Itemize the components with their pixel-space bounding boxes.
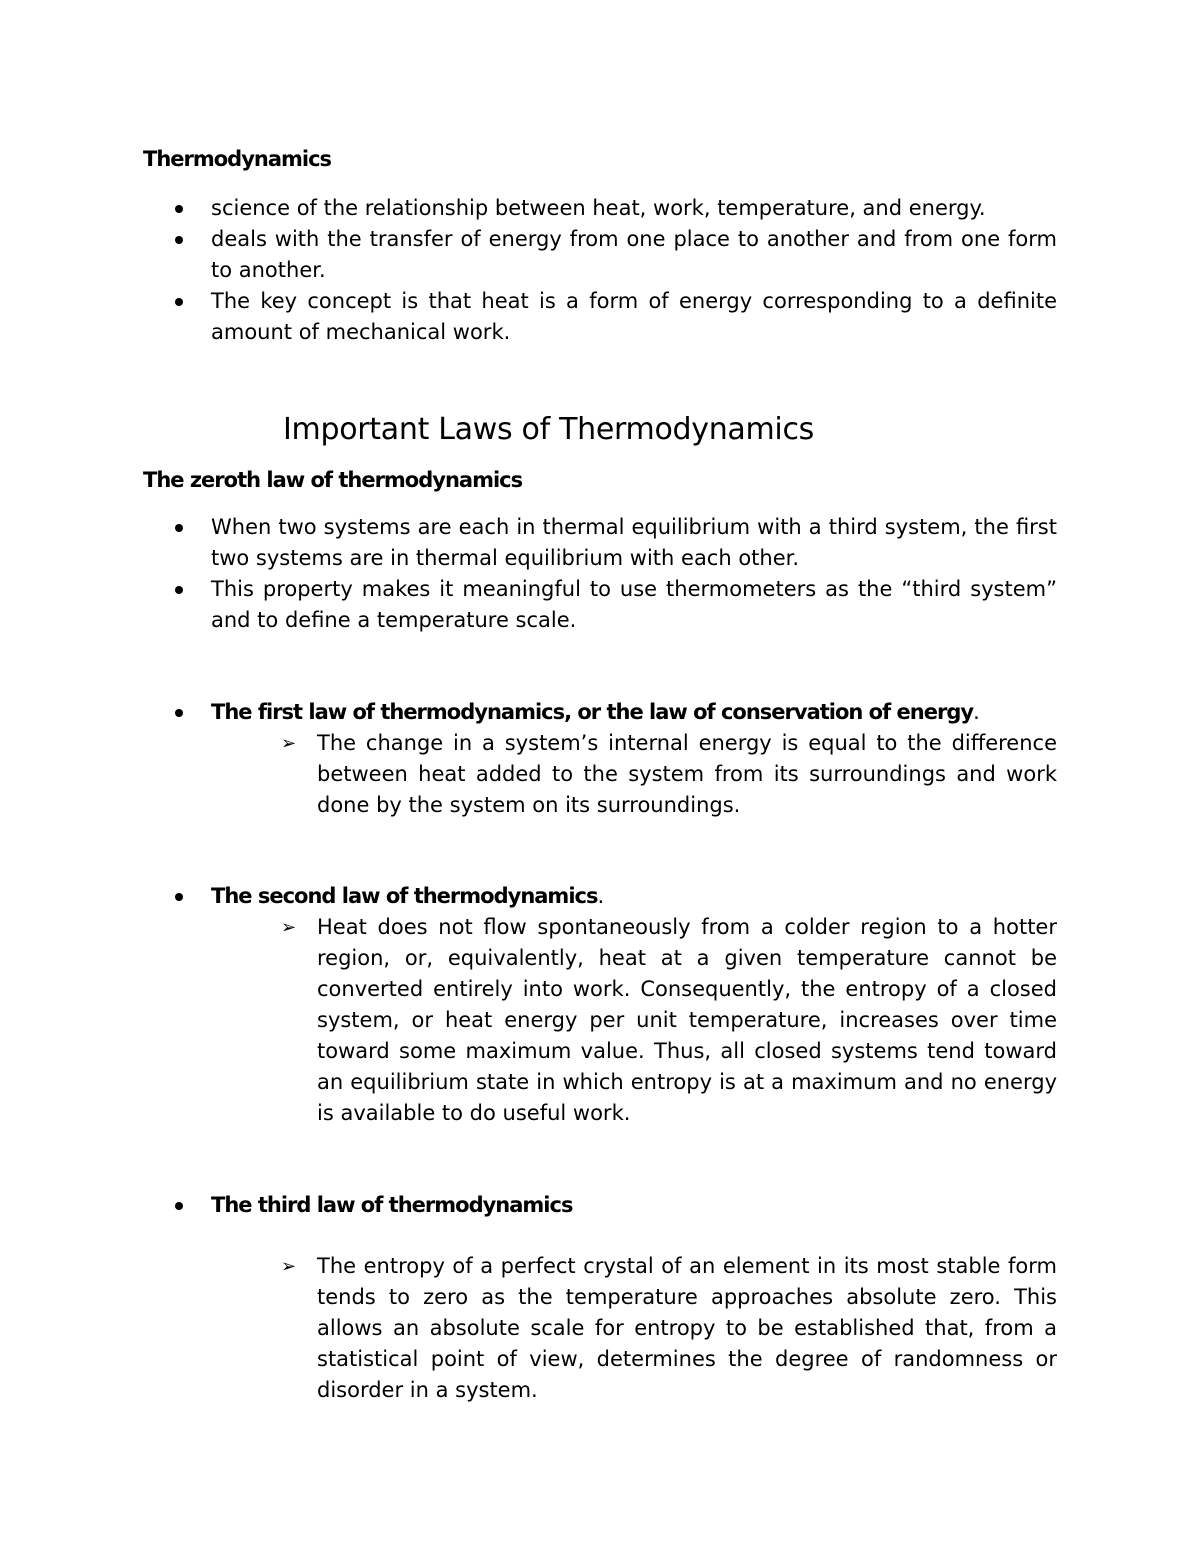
list-item: This property makes it meaningful to use thermometers as the “third system” and to define a temperature scale. bbox=[211, 577, 1057, 632]
zeroth-law-bullet-list bbox=[0, 512, 1200, 636]
first-law-heading-text: The first law of thermodynamics, or the law of conservation of energy bbox=[211, 700, 974, 724]
arrowhead-bullet-icon: ➢ bbox=[281, 733, 297, 754]
third-law-description: ➢ The entropy of a perfect crystal of an element in its most stable form tends to zero as the temperature approaches absolute zero. This allows an absolute scale for entropy to be established that, from a statistical point of view, determines the degree of randomness or disorder in a system. bbox=[317, 1251, 1057, 1406]
intro-bullet-list bbox=[0, 193, 1200, 348]
page-title: Important Laws of Thermodynamics bbox=[283, 412, 814, 447]
first-law-description: ➢ The change in a system’s internal energy is equal to the difference between heat added to the system from its surroundings and work done by the system on its surroundings. bbox=[317, 728, 1057, 821]
second-law-heading-text: The second law of thermodynamics bbox=[211, 884, 598, 908]
arrowhead-bullet-icon: ➢ bbox=[281, 1256, 297, 1277]
list-item: science of the relationship between heat, work, temperature, and energy. bbox=[211, 196, 986, 220]
third-law-heading bbox=[211, 1190, 572, 1221]
first-law-heading-suffix: . bbox=[973, 700, 979, 724]
second-law-description: ➢ Heat does not flow spontaneously from a colder region to a hotter region, or, equivalently, heat at a given temperature cannot be converted entirely into work. Consequently, the entropy of a closed system, or heat energy per unit temperature, increases over time toward some maximum value. Thus, all closed systems tend toward an equilibrium state in which entropy is at a maximum and no energy is available to do useful work. bbox=[317, 912, 1057, 1129]
second-law-heading bbox=[211, 881, 603, 912]
third-law-heading-text: The third law of thermodynamics bbox=[211, 1193, 573, 1217]
section-heading-thermodynamics: Thermodynamics bbox=[143, 147, 332, 171]
second-law-heading-suffix: . bbox=[597, 884, 604, 908]
arrowhead-bullet-icon: ➢ bbox=[281, 917, 297, 938]
list-item: deals with the transfer of energy from one place to another and from one form to another. bbox=[211, 227, 1057, 282]
zeroth-law-heading: The zeroth law of thermodynamics bbox=[143, 468, 523, 492]
first-law-heading bbox=[211, 697, 979, 728]
list-item: The key concept is that heat is a form of energy corresponding to a definite amount of mechanical work. bbox=[211, 289, 1057, 344]
list-item: When two systems are each in thermal equilibrium with a third system, the first two systems are in thermal equilibrium with each other. bbox=[211, 515, 1057, 570]
